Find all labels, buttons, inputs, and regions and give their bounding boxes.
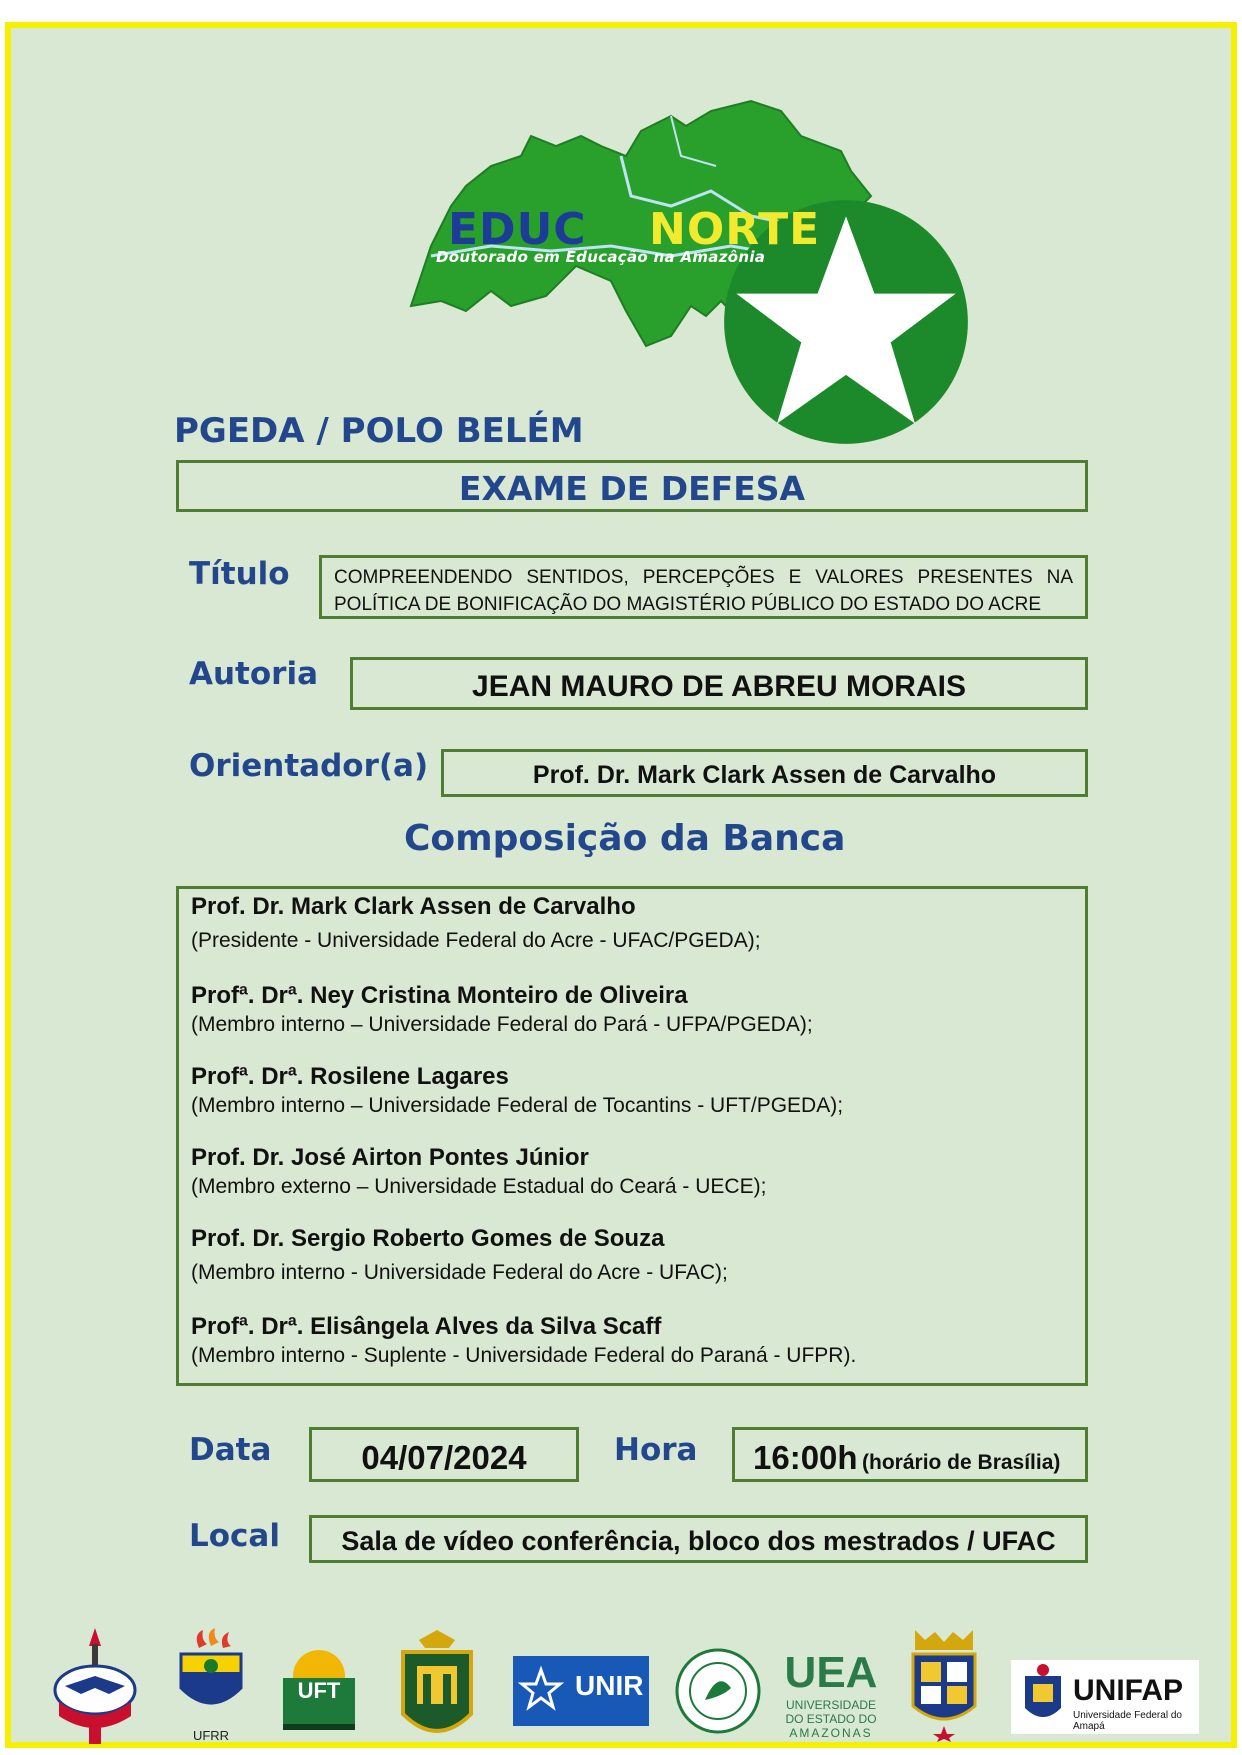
uea-caption-2: DO ESTADO DO xyxy=(785,1712,877,1726)
ufpa-logo xyxy=(49,1628,141,1748)
titulo-value: COMPREENDENDO SENTIDOS, PERCEPÇÕES E VALORES PRESENTES NA POLÍTICA DE BONIFICAÇÃO DO MAGISTÉRIO PÚBLICO DO ESTADO DO ACRE xyxy=(334,567,1073,615)
ufac-logo xyxy=(905,1628,983,1742)
titulo-label: Título xyxy=(189,556,290,592)
hora-box xyxy=(732,1427,1088,1482)
data-label: Data xyxy=(189,1432,272,1468)
logo-subtitle: Doutorado em Educação na Amazônia xyxy=(436,248,766,266)
uea-name: UEA xyxy=(784,1648,878,1697)
unir-logo xyxy=(513,1656,649,1726)
educ-norte-logo xyxy=(371,96,891,356)
titulo-box xyxy=(319,555,1088,619)
logo-educ-text: EDUC xyxy=(448,204,587,255)
ufrr-logo xyxy=(171,1628,251,1748)
member-name: Profª. Drª. Elisângela Alves da Silva Scaff xyxy=(191,1313,662,1340)
uft-logo xyxy=(279,1628,359,1748)
local-value: Sala de vídeo conferência, bloco dos mestrados / UFAC xyxy=(341,1526,1056,1556)
ufam-seal-icon xyxy=(675,1648,761,1734)
hora-note: (horário de Brasília) xyxy=(862,1451,1061,1474)
unifap-name: UNIFAP xyxy=(1073,1674,1184,1707)
logo-norte-text: NORTE xyxy=(649,204,821,255)
member-name: Profª. Drª. Rosilene Lagares xyxy=(191,1063,509,1090)
banca-member xyxy=(191,1063,843,1118)
program-heading: PGEDA / POLO BELÉM xyxy=(174,411,584,451)
unir-name: UNIR xyxy=(575,1670,644,1701)
unifap-logo xyxy=(1011,1660,1199,1734)
data-box xyxy=(309,1427,579,1482)
banca-member xyxy=(191,893,761,953)
member-role: (Membro interno - Universidade Federal do Acre - UFAC); xyxy=(191,1261,728,1284)
member-role: (Membro interno – Universidade Federal do Pará - UFPA/PGEDA); xyxy=(191,1013,813,1036)
banca-box xyxy=(176,886,1088,1386)
member-name: Prof. Dr. Mark Clark Assen de Carvalho xyxy=(191,893,636,920)
ufpa-crest-icon xyxy=(49,1628,141,1748)
orientador-box xyxy=(441,749,1088,797)
golden-crest-icon xyxy=(389,1628,485,1748)
orientador-value: Prof. Dr. Mark Clark Assen de Carvalho xyxy=(532,761,997,789)
event-title: EXAME DE DEFESA xyxy=(458,469,806,508)
member-role: (Membro interno – Universidade Federal de Tocantins - UFT/PGEDA); xyxy=(191,1094,844,1117)
uea-logo xyxy=(783,1648,879,1748)
member-role: (Membro externo – Universidade Estadual do Ceará - UECE); xyxy=(191,1175,767,1198)
banca-member xyxy=(191,1144,766,1199)
local-box xyxy=(309,1515,1088,1563)
autoria-label: Autoria xyxy=(189,656,319,692)
member-role: (Presidente - Universidade Federal do Acre - UFAC/PGEDA); xyxy=(191,929,761,952)
banca-member xyxy=(191,1225,728,1285)
ufrr-caption: UFRR xyxy=(192,1728,230,1743)
ufam-seal-logo xyxy=(675,1648,761,1734)
member-name: Prof. Dr. Sergio Roberto Gomes de Souza xyxy=(191,1225,665,1252)
event-title-box xyxy=(176,460,1088,512)
autoria-value: JEAN MAURO DE ABREU MORAIS xyxy=(472,670,966,703)
orientador-label: Orientador(a) xyxy=(189,748,429,784)
ufrr-shield-icon xyxy=(171,1628,251,1724)
local-label: Local xyxy=(189,1518,280,1554)
hora-label: Hora xyxy=(614,1432,698,1468)
uea-caption-3: AMAZONAS xyxy=(789,1726,873,1740)
hora-value-group xyxy=(753,1439,1060,1477)
autoria-box xyxy=(350,657,1088,710)
uea-caption-1: UNIVERSIDADE xyxy=(785,1698,877,1712)
unifap-caption: Universidade Federal do Amapá xyxy=(1073,1710,1182,1732)
ufac-shield-icon xyxy=(905,1628,983,1742)
poster-frame xyxy=(5,22,1237,1748)
member-name: Prof. Dr. José Airton Pontes Júnior xyxy=(191,1144,589,1171)
member-role: (Membro interno - Suplente - Universidade Federal do Paraná - UFPR). xyxy=(191,1344,857,1367)
ufopa-crest-logo xyxy=(389,1628,485,1748)
hora-value: 16:00h xyxy=(753,1439,858,1476)
member-name: Profª. Drª. Ney Cristina Monteiro de Oliveira xyxy=(191,982,688,1009)
banca-heading: Composição da Banca xyxy=(404,818,846,859)
uft-caption: UFT xyxy=(297,1678,341,1703)
banca-member xyxy=(191,1313,856,1368)
banca-member xyxy=(191,982,813,1037)
data-value: 04/07/2024 xyxy=(361,1439,527,1476)
